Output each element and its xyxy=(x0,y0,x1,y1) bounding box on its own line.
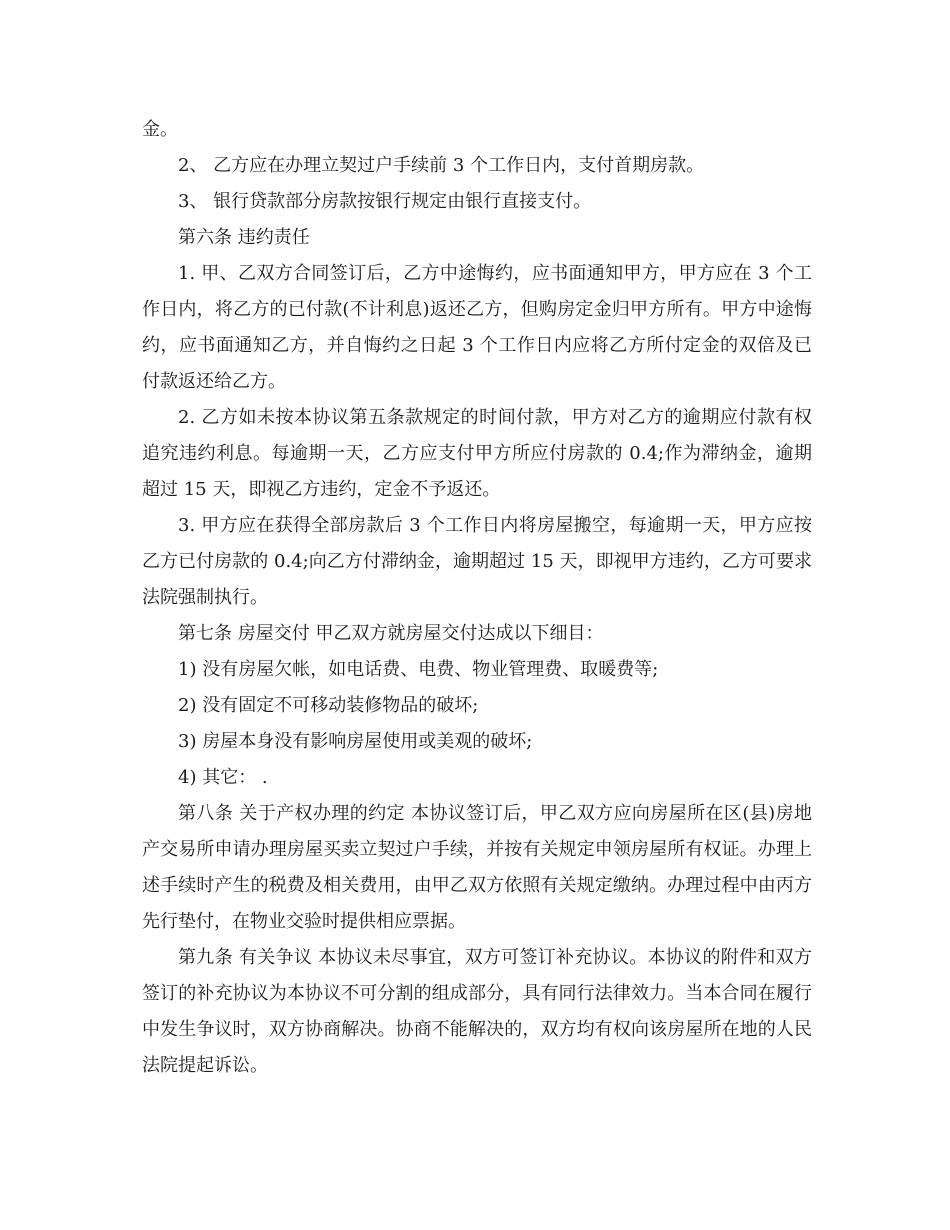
paragraph-article-9: 第九条 有关争议 本协议未尽事宜，双方可签订补充协议。本协议的附件和双方签订的补充协议为本协议不可分割的组成部分，具有同行法律效力。当本合同在履行中发生争议时，双方协商解决。协商不能解决的，双方均有权向该房屋所在地的人民法院提起诉讼。 xyxy=(142,947,812,1076)
paragraph-article-8: 第八条 关于产权办理的约定 本协议签订后，甲乙双方应向房屋所在区(县)房地产交易所申请办理房屋买卖立契过户手续，并按有关规定申领房屋所有权证。办理上述手续时产生的税费及相关费用，由甲乙双方依照有关规定缴纳。办理过程中由丙方先行垫付，在物业交验时提供相应票据。 xyxy=(142,803,812,932)
list-item-7-4: 4) 其它： . xyxy=(178,767,268,788)
paragraph-clause-5-2: 2、 乙方应在办理立契过户手续前 3 个工作日内，支付首期房款。 xyxy=(178,155,705,176)
list-item-7-2: 2) 没有固定不可移动装修物品的破坏; xyxy=(178,695,479,716)
paragraph-clause-6-3: 3. 甲方应在获得全部房款后 3 个工作日内将房屋搬空，每逾期一天，甲方应按乙方已付房款的 0.4;向乙方付滞纳金，逾期超过 15 天，即视甲方违约，乙方可要求法院强制执行。 xyxy=(142,515,812,608)
paragraph-continuation: 金。 xyxy=(142,119,178,140)
list-item-7-1: 1) 没有房屋欠帐，如电话费、电费、物业管理费、取暖费等; xyxy=(178,659,659,680)
section-heading-article-7: 第七条 房屋交付 甲乙双方就房屋交付达成以下细目： xyxy=(178,623,604,644)
paragraph-clause-6-1: 1. 甲、乙双方合同签订后，乙方中途悔约，应书面通知甲方，甲方应在 3 个工作日内，将乙方的已付款(不计利息)返还乙方，但购房定金归甲方所有。甲方中途悔约，应书面通知乙方，并自悔约之日起 3 个工作日内应将乙方所付定金的双倍及已付款返还给乙方。 xyxy=(142,263,812,392)
paragraph-clause-6-2: 2. 乙方如未按本协议第五条款规定的时间付款，甲方对乙方的逾期应付款有权追究违约利息。每逾期一天，乙方应支付甲方所应付房款的 0.4;作为滞纳金，逾期超过 15 天，即视乙方违约，定金不予返还。 xyxy=(142,407,812,500)
document-body xyxy=(142,112,812,1084)
paragraph-clause-5-3: 3、 银行贷款部分房款按银行规定由银行直接支付。 xyxy=(178,191,592,212)
list-item-7-3: 3) 房屋本身没有影响房屋使用或美观的破坏; xyxy=(178,731,533,752)
section-heading-article-6: 第六条 违约责任 xyxy=(178,227,310,248)
